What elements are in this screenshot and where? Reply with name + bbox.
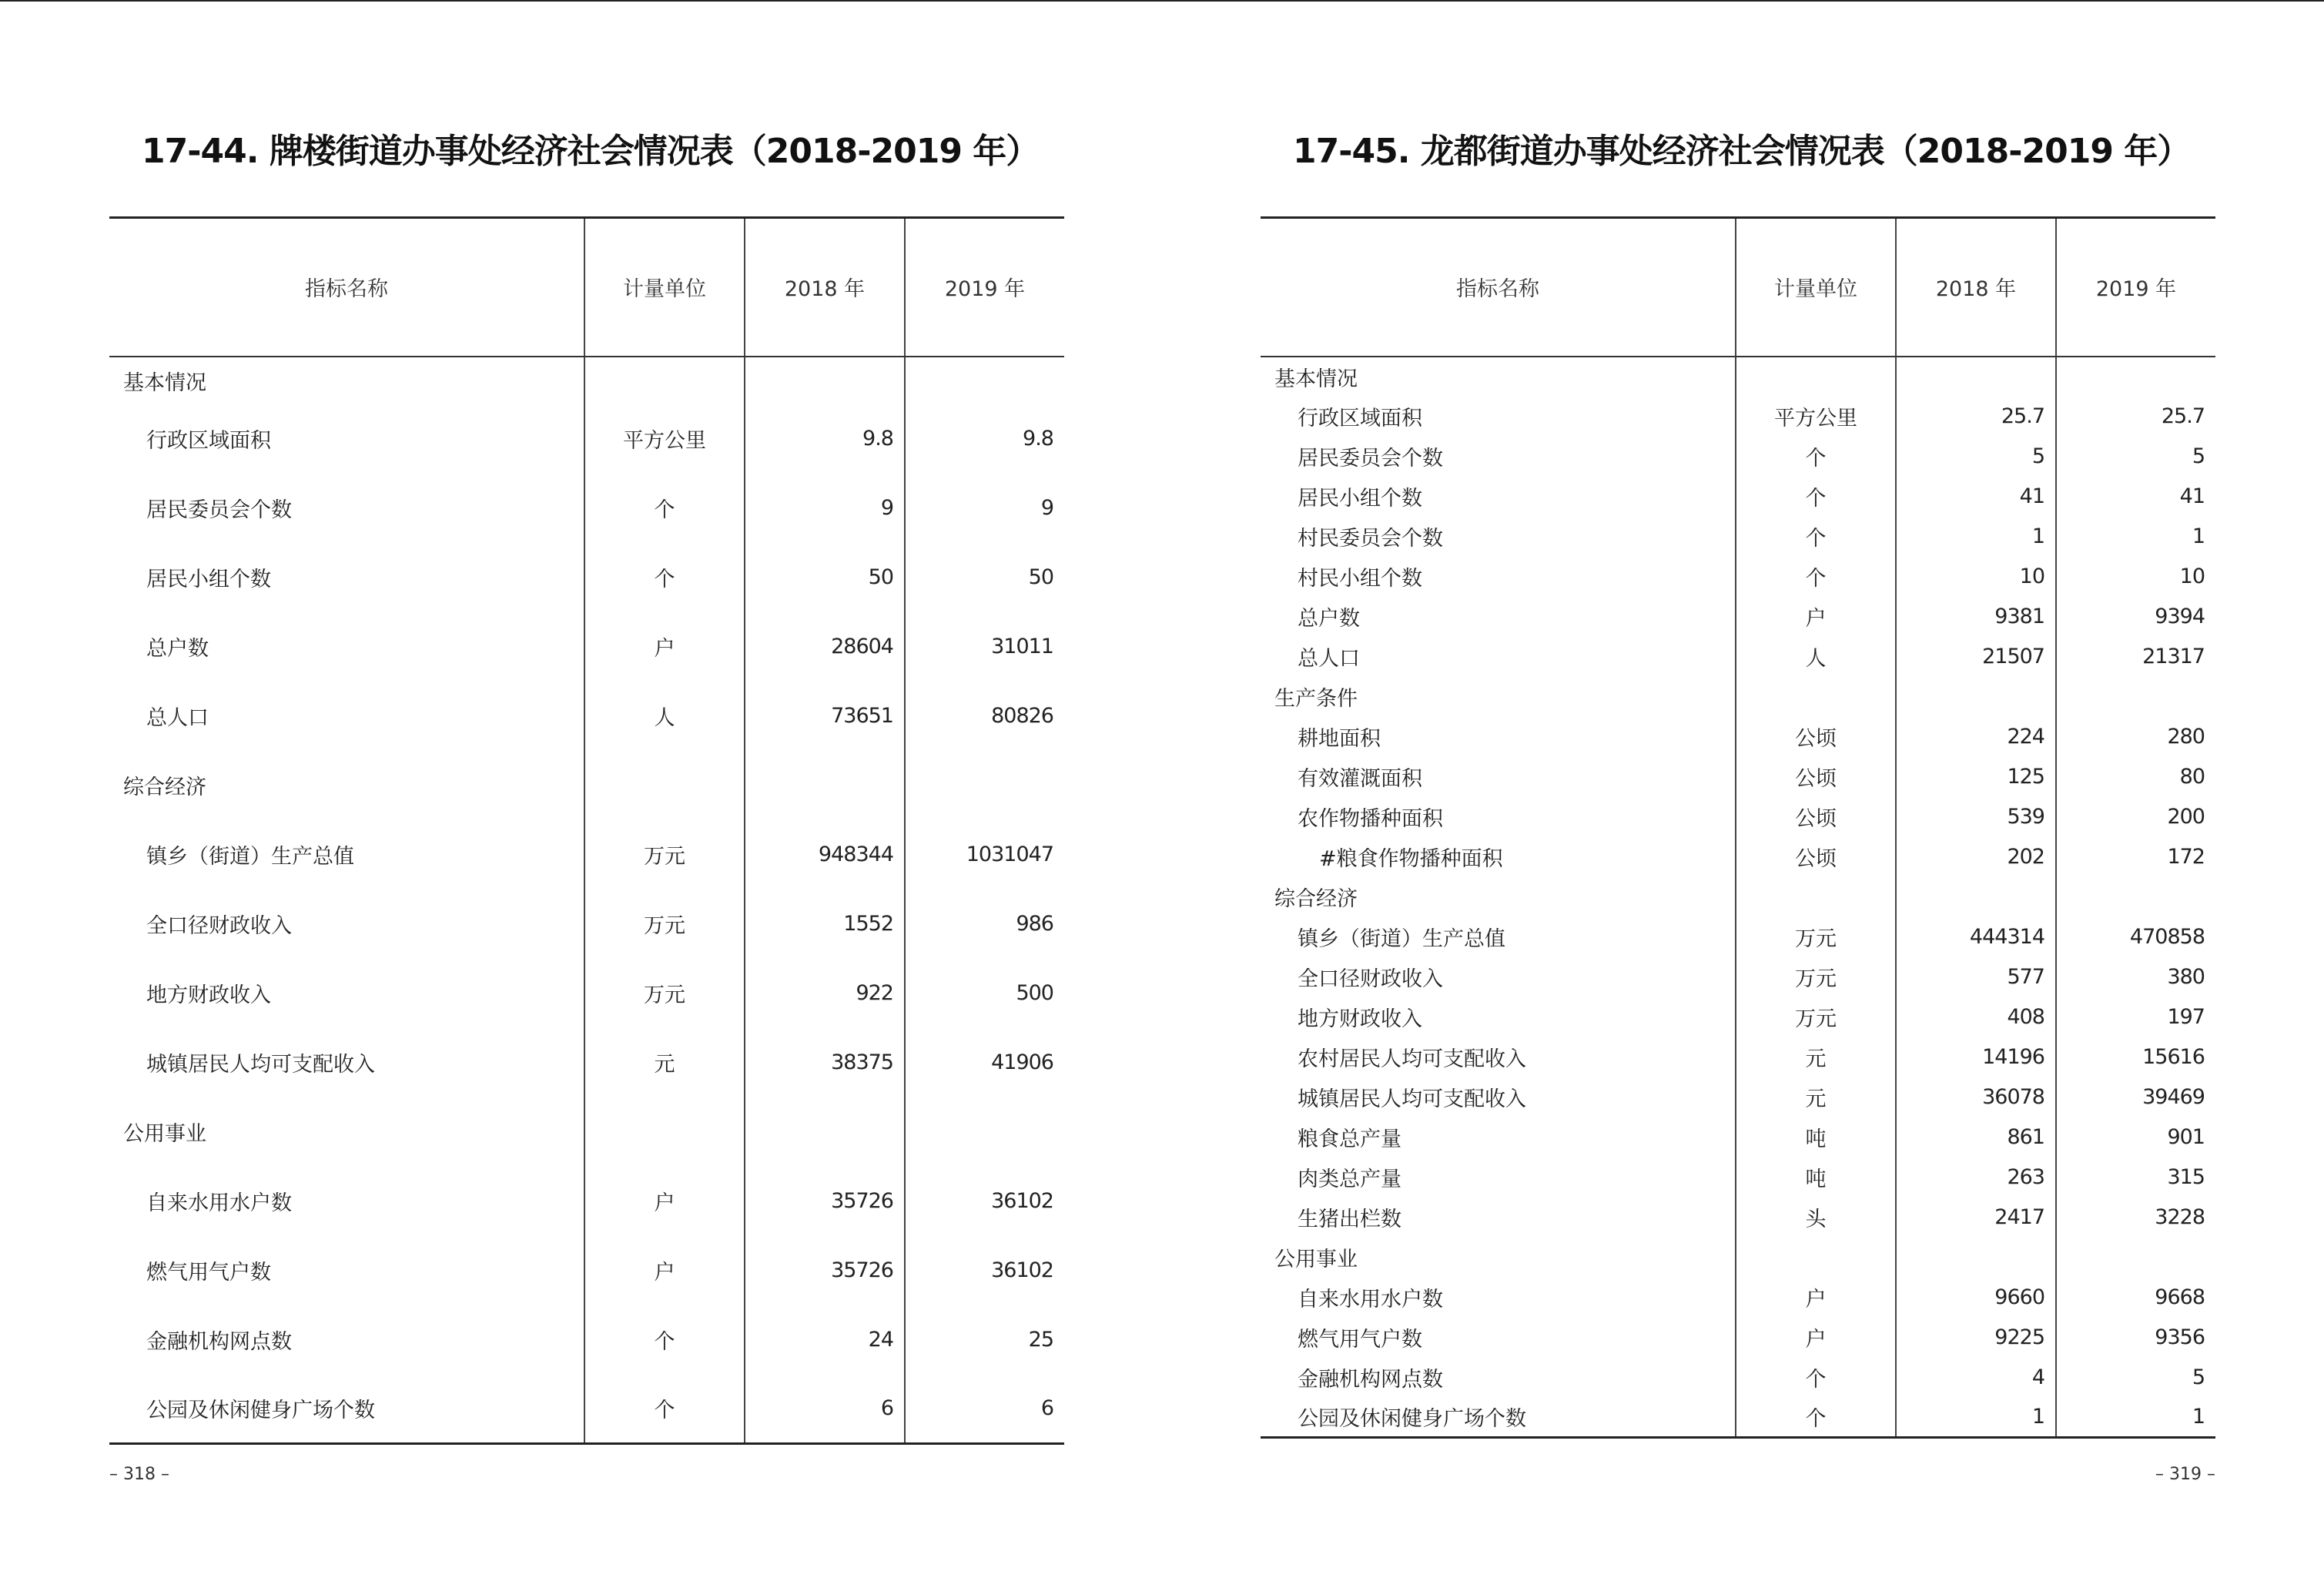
row-unit-cell: 户 — [1736, 1318, 1896, 1358]
row-unit-cell: 平方公里 — [1736, 397, 1896, 437]
row-value-2018: 36078 — [1896, 1077, 2056, 1117]
row-unit-cell: 头 — [1736, 1198, 1896, 1238]
row-value-2019: 5 — [2056, 437, 2215, 477]
row-value-2019: 500 — [905, 959, 1064, 1028]
row-name-cell: 农村居民人均可支配收入 — [1298, 1047, 1526, 1071]
table-row — [109, 1236, 1064, 1305]
table-row — [1261, 517, 2215, 557]
row-unit-cell: 公顷 — [1736, 757, 1896, 797]
row-value-2019: 39469 — [2056, 1077, 2215, 1117]
row-value-2018: 1 — [1896, 1398, 2056, 1438]
row-value-2019: 31011 — [905, 612, 1064, 682]
row-unit-cell: 个 — [1736, 1358, 1896, 1398]
table-row — [1261, 1398, 2215, 1438]
row-value-2019: 80 — [2056, 757, 2215, 797]
table-body — [1261, 357, 2215, 1438]
header-indicator-name: 指标名称 — [109, 218, 584, 357]
data-table — [109, 216, 1064, 1445]
row-name-cell: 镇乡（街道）生产总值 — [146, 845, 354, 869]
row-name-cell: 金融机构网点数 — [1298, 1368, 1443, 1392]
row-name-cell: 村民委员会个数 — [1298, 527, 1443, 551]
row-value-2018 — [745, 357, 905, 404]
row-value-2018: 73651 — [745, 682, 905, 751]
row-value-2018: 35726 — [745, 1167, 905, 1236]
row-value-2019: 10 — [2056, 557, 2215, 597]
table-row — [1261, 637, 2215, 677]
table-row — [1261, 1198, 2215, 1238]
row-value-2018: 444314 — [1896, 917, 2056, 957]
row-value-2019: 25 — [905, 1305, 1064, 1375]
row-value-2018: 9381 — [1896, 597, 2056, 637]
row-value-2019: 3228 — [2056, 1198, 2215, 1238]
row-name-cell: 全口径财政收入 — [146, 914, 292, 938]
table-row — [1261, 957, 2215, 997]
table-row — [109, 820, 1064, 889]
row-unit-cell: 元 — [1736, 1037, 1896, 1077]
header-year-2019: 2019 年 — [905, 218, 1064, 357]
row-value-2018: 25.7 — [1896, 397, 2056, 437]
row-unit-cell: 万元 — [584, 959, 745, 1028]
row-name-cell: 公用事业 — [123, 1122, 206, 1146]
table-row — [109, 404, 1064, 474]
row-name-cell: 燃气用气户数 — [1298, 1328, 1422, 1352]
row-value-2019: 901 — [2056, 1117, 2215, 1157]
row-name-cell: 地方财政收入 — [146, 983, 271, 1007]
table-title: 17-45. 龙都街道办事处经济社会情况表（2018-2019 年） — [1293, 132, 2191, 171]
row-value-2019: 5 — [2056, 1358, 2215, 1398]
row-name-cell: 综合经济 — [123, 776, 206, 799]
row-value-2018 — [1896, 877, 2056, 917]
table-row — [109, 474, 1064, 543]
row-value-2019 — [905, 1097, 1064, 1167]
row-unit-cell — [584, 1097, 745, 1167]
row-value-2018: 2417 — [1896, 1198, 2056, 1238]
row-value-2018: 10 — [1896, 557, 2056, 597]
row-name-cell: 行政区域面积 — [146, 429, 271, 453]
row-unit-cell — [584, 751, 745, 820]
table-row — [1261, 717, 2215, 757]
row-name-cell: #粮食作物播种面积 — [1319, 847, 1503, 871]
row-name-cell: 金融机构网点数 — [146, 1330, 292, 1354]
row-value-2019: 41 — [2056, 477, 2215, 517]
row-unit-cell: 个 — [584, 543, 745, 612]
table-body — [109, 357, 1064, 1444]
row-value-2018: 125 — [1896, 757, 2056, 797]
row-value-2019 — [2056, 1238, 2215, 1278]
row-value-2019 — [2056, 677, 2215, 717]
section-row — [109, 751, 1064, 820]
row-name-cell: 村民小组个数 — [1298, 567, 1422, 591]
row-value-2019: 197 — [2056, 997, 2215, 1037]
row-unit-cell: 吨 — [1736, 1117, 1896, 1157]
row-value-2018 — [1896, 677, 2056, 717]
row-value-2019: 9.8 — [905, 404, 1064, 474]
row-name-cell: 公园及休闲健身广场个数 — [1261, 1398, 1736, 1438]
row-value-2018: 9660 — [1896, 1278, 2056, 1318]
row-unit-cell: 平方公里 — [584, 404, 745, 474]
row-name-cell: 耕地面积 — [1298, 727, 1381, 751]
row-unit-cell: 元 — [1736, 1077, 1896, 1117]
row-value-2019: 36102 — [905, 1167, 1064, 1236]
table-row — [1261, 1037, 2215, 1077]
table-row — [1261, 997, 2215, 1037]
row-unit-cell: 元 — [584, 1028, 745, 1097]
row-value-2019: 50 — [905, 543, 1064, 612]
row-name-cell: 公园及休闲健身广场个数 — [109, 1375, 584, 1444]
row-value-2019: 9668 — [2056, 1278, 2215, 1318]
row-unit-cell: 户 — [584, 612, 745, 682]
row-name-cell: 全口径财政收入 — [1298, 967, 1443, 991]
row-value-2019 — [905, 357, 1064, 404]
row-name-cell: 城镇居民人均可支配收入 — [146, 1053, 375, 1077]
row-unit-cell: 万元 — [1736, 957, 1896, 997]
row-name-cell: 居民委员会个数 — [1298, 447, 1443, 471]
table-row — [1261, 1157, 2215, 1198]
row-name-cell: 肉类总产量 — [1298, 1168, 1401, 1191]
row-unit-cell: 万元 — [1736, 997, 1896, 1037]
row-unit-cell — [1736, 1238, 1896, 1278]
row-value-2018 — [1896, 357, 2056, 397]
row-name-cell: 自来水用水户数 — [146, 1191, 292, 1215]
row-value-2019 — [2056, 357, 2215, 397]
row-value-2019 — [2056, 877, 2215, 917]
header-row — [1261, 218, 2215, 357]
row-name-cell: 有效灌溉面积 — [1298, 767, 1422, 791]
row-value-2018: 6 — [745, 1375, 905, 1444]
table-row — [1261, 437, 2215, 477]
row-value-2019: 380 — [2056, 957, 2215, 997]
row-value-2019: 15616 — [2056, 1037, 2215, 1077]
row-unit-cell: 万元 — [584, 889, 745, 959]
row-name-cell: 地方财政收入 — [1298, 1007, 1422, 1031]
row-unit-cell — [1736, 357, 1896, 397]
page-number: – 319 – — [2155, 1465, 2215, 1484]
row-name-cell: 镇乡（街道）生产总值 — [1298, 927, 1505, 951]
row-unit-cell: 人 — [1736, 637, 1896, 677]
page-number: – 318 – — [109, 1465, 169, 1484]
row-unit-cell: 户 — [584, 1236, 745, 1305]
row-value-2019: 21317 — [2056, 637, 2215, 677]
section-row — [109, 1097, 1064, 1167]
row-name-cell: 基本情况 — [1274, 367, 1358, 391]
row-name-cell: 粮食总产量 — [1298, 1127, 1401, 1151]
row-value-2019: 470858 — [2056, 917, 2215, 957]
row-name-cell: 基本情况 — [123, 370, 206, 395]
row-unit-cell: 公顷 — [1736, 797, 1896, 837]
header-unit: 计量单位 — [584, 218, 745, 357]
row-value-2019: 172 — [2056, 837, 2215, 877]
row-name-cell: 总户数 — [146, 637, 209, 661]
row-name-cell: 生猪出栏数 — [1298, 1208, 1401, 1231]
data-table — [1261, 216, 2215, 1439]
header-year-2018: 2018 年 — [745, 218, 905, 357]
section-row — [1261, 877, 2215, 917]
row-unit-cell: 个 — [1736, 557, 1896, 597]
row-unit-cell: 户 — [1736, 1278, 1896, 1318]
row-value-2018: 922 — [745, 959, 905, 1028]
row-name-cell: 燃气用气户数 — [146, 1261, 271, 1285]
table-row — [109, 1167, 1064, 1236]
row-value-2018: 4 — [1896, 1358, 2056, 1398]
row-value-2019: 280 — [2056, 717, 2215, 757]
table-row — [109, 1305, 1064, 1375]
row-unit-cell: 公顷 — [1736, 717, 1896, 757]
row-value-2018 — [745, 751, 905, 820]
row-value-2018: 202 — [1896, 837, 2056, 877]
row-value-2018: 35726 — [745, 1236, 905, 1305]
row-unit-cell: 个 — [1736, 1398, 1896, 1438]
row-name-cell: 自来水用水户数 — [1298, 1288, 1443, 1312]
table-row — [1261, 837, 2215, 877]
header-row — [109, 218, 1064, 357]
row-name-cell: 总人口 — [146, 706, 209, 730]
table-row — [1261, 1318, 2215, 1358]
row-unit-cell: 个 — [1736, 437, 1896, 477]
row-value-2019: 1031047 — [905, 820, 1064, 889]
table-row — [109, 1028, 1064, 1097]
row-value-2019: 1 — [2056, 517, 2215, 557]
table-row — [109, 959, 1064, 1028]
table-row — [1261, 477, 2215, 517]
row-name-cell: 居民委员会个数 — [146, 498, 292, 522]
row-name-cell: 总户数 — [1298, 607, 1360, 631]
row-value-2018 — [1896, 1238, 2056, 1278]
row-value-2019 — [905, 751, 1064, 820]
table-row — [1261, 597, 2215, 637]
row-unit-cell: 吨 — [1736, 1157, 1896, 1198]
header-year-2018: 2018 年 — [1896, 218, 2056, 357]
row-name-cell: 居民小组个数 — [146, 568, 271, 591]
row-unit-cell: 个 — [584, 474, 745, 543]
row-name-cell: 生产条件 — [1274, 687, 1358, 711]
row-unit-cell: 户 — [584, 1167, 745, 1236]
table-row — [1261, 757, 2215, 797]
row-unit-cell — [584, 357, 745, 404]
row-value-2019: 25.7 — [2056, 397, 2215, 437]
table-row — [1261, 397, 2215, 437]
row-unit-cell: 个 — [584, 1305, 745, 1375]
table-title: 17-44. 牌楼街道办事处经济社会情况表（2018-2019 年） — [142, 132, 1040, 171]
row-value-2019: 9 — [905, 474, 1064, 543]
row-value-2019: 6 — [905, 1375, 1064, 1444]
table-row — [1261, 1117, 2215, 1157]
row-value-2018: 50 — [745, 543, 905, 612]
header-indicator-name: 指标名称 — [1261, 218, 1736, 357]
table-row — [109, 682, 1064, 751]
row-unit-cell: 个 — [1736, 477, 1896, 517]
row-value-2019: 41906 — [905, 1028, 1064, 1097]
top-rule — [0, 0, 2324, 2]
row-value-2019: 36102 — [905, 1236, 1064, 1305]
row-unit-cell — [1736, 677, 1896, 717]
row-name-cell: 总人口 — [1298, 647, 1360, 671]
table-row — [109, 1375, 1064, 1444]
row-value-2019: 9394 — [2056, 597, 2215, 637]
row-value-2018 — [745, 1097, 905, 1167]
table-row — [1261, 557, 2215, 597]
row-value-2018: 38375 — [745, 1028, 905, 1097]
row-name-cell: 城镇居民人均可支配收入 — [1298, 1087, 1526, 1111]
row-value-2018: 1552 — [745, 889, 905, 959]
header-year-2019: 2019 年 — [2056, 218, 2215, 357]
table-row — [1261, 1358, 2215, 1398]
row-value-2019: 1 — [2056, 1398, 2215, 1438]
row-unit-cell: 万元 — [1736, 917, 1896, 957]
row-unit-cell: 人 — [584, 682, 745, 751]
table-row — [109, 543, 1064, 612]
row-unit-cell: 个 — [584, 1375, 745, 1444]
row-value-2018: 21507 — [1896, 637, 2056, 677]
row-value-2018: 9225 — [1896, 1318, 2056, 1358]
table-row — [1261, 1077, 2215, 1117]
row-value-2018: 948344 — [745, 820, 905, 889]
row-name-cell: 行政区域面积 — [1298, 407, 1422, 431]
section-row — [1261, 677, 2215, 717]
row-value-2019: 80826 — [905, 682, 1064, 751]
row-value-2019: 9356 — [2056, 1318, 2215, 1358]
row-name-cell: 居民小组个数 — [1298, 487, 1422, 511]
table-row — [109, 889, 1064, 959]
row-value-2019: 986 — [905, 889, 1064, 959]
row-value-2018: 28604 — [745, 612, 905, 682]
table-row — [1261, 797, 2215, 837]
row-unit-cell — [1736, 877, 1896, 917]
row-name-cell: 农作物播种面积 — [1298, 807, 1443, 831]
row-value-2018: 861 — [1896, 1117, 2056, 1157]
row-value-2019: 200 — [2056, 797, 2215, 837]
row-value-2018: 408 — [1896, 997, 2056, 1037]
section-row — [109, 357, 1064, 404]
row-value-2018: 9.8 — [745, 404, 905, 474]
row-unit-cell: 公顷 — [1736, 837, 1896, 877]
header-unit: 计量单位 — [1736, 218, 1896, 357]
row-value-2018: 24 — [745, 1305, 905, 1375]
row-value-2018: 9 — [745, 474, 905, 543]
section-row — [1261, 357, 2215, 397]
row-value-2018: 577 — [1896, 957, 2056, 997]
row-value-2018: 539 — [1896, 797, 2056, 837]
section-row — [1261, 1238, 2215, 1278]
row-name-cell: 综合经济 — [1274, 887, 1358, 911]
row-value-2018: 263 — [1896, 1157, 2056, 1198]
table-row — [109, 612, 1064, 682]
row-value-2018: 1 — [1896, 517, 2056, 557]
table-row — [1261, 1278, 2215, 1318]
row-name-cell: 公用事业 — [1274, 1248, 1358, 1271]
row-unit-cell: 万元 — [584, 820, 745, 889]
table-row — [1261, 917, 2215, 957]
row-value-2019: 315 — [2056, 1157, 2215, 1198]
row-unit-cell: 个 — [1736, 517, 1896, 557]
row-value-2018: 5 — [1896, 437, 2056, 477]
row-value-2018: 41 — [1896, 477, 2056, 517]
row-value-2018: 14196 — [1896, 1037, 2056, 1077]
row-unit-cell: 户 — [1736, 597, 1896, 637]
row-value-2018: 224 — [1896, 717, 2056, 757]
